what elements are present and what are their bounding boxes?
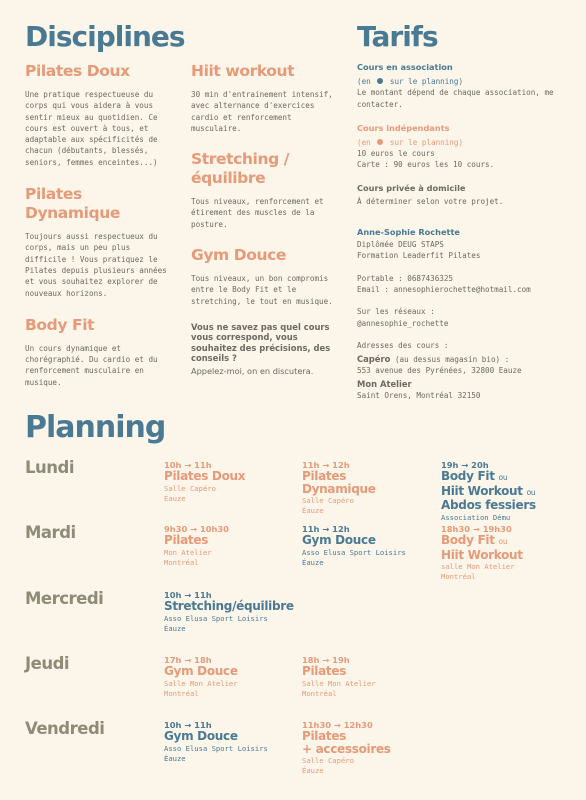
class-city: Éauze xyxy=(302,766,324,775)
discipline-text: Tous niveaux, un bon compromis entre le Body Fit et le stretching, le tout en musique. xyxy=(191,274,333,306)
class-time: 11h → 12h xyxy=(302,524,350,534)
atelier-address: Saint Orens, Montréal 32150 xyxy=(357,391,481,401)
class-name-extra: + accessoires xyxy=(302,741,391,756)
class-mardi-3 xyxy=(441,524,571,582)
class-name-part: Body Fit xyxy=(441,469,495,483)
class-time: 18h → 19h xyxy=(302,655,350,665)
address-capero xyxy=(357,354,572,365)
tarif-title: Cours en association xyxy=(357,62,453,72)
tarif-line: 10 euros le cours xyxy=(357,149,435,159)
advice-cta: Appelez-moi, on en discutera. xyxy=(191,365,314,376)
class-location: Salle Capéro xyxy=(164,483,216,493)
contact-email[interactable]: Email : annesophierochette@hotmail.com xyxy=(357,284,531,294)
discipline-text: Une pratique respectueuse du corps qui vous aidera à vous sentir mieux au quotidien. Ce cours est ouvert à tous, et adaptable aux spécificités de chacun (débutants, blessés, seniors, femmes enceintes...) xyxy=(25,90,158,167)
class-lundi-1 xyxy=(164,460,294,504)
disciplines-heading: Disciplines xyxy=(25,20,185,53)
class-location: Association Dému xyxy=(441,512,511,522)
capero-name: Capéro xyxy=(357,354,391,365)
class-name: Pilates xyxy=(164,533,209,547)
tarif-association xyxy=(357,62,572,110)
class-time: 11h → 12h xyxy=(302,460,350,470)
class-city: Éauze xyxy=(302,506,324,515)
disciplines-column-middle xyxy=(191,62,339,377)
class-location: Salle Mon Atelier xyxy=(164,678,238,688)
class-location: Salle Capéro xyxy=(302,756,354,765)
atelier-name: Mon Atelier xyxy=(357,378,412,389)
discipline-title: Gym Douce xyxy=(191,246,287,265)
contact-instagram[interactable]: @annesophie_rochette xyxy=(357,318,449,328)
class-location: salle Mon Atelier xyxy=(441,562,515,571)
discipline-title: Pilates Doux xyxy=(25,62,130,80)
capero-address: 553 avenue des Pyrénées, 32800 Eauze xyxy=(357,366,522,376)
class-name: Abdos fessiers xyxy=(441,498,536,512)
discipline-stretching xyxy=(191,150,339,230)
class-location: Asso Elusa Sport Loisirs xyxy=(164,613,268,623)
address-atelier xyxy=(357,379,572,390)
class-location: Mon Atelier xyxy=(164,547,212,557)
disciplines-column-left xyxy=(25,62,175,388)
class-name: Pilates Dynamique xyxy=(302,469,376,496)
class-city: Montréal xyxy=(441,572,476,581)
class-name: Pilates xyxy=(302,729,347,743)
class-lundi-2 xyxy=(302,460,432,516)
class-name xyxy=(441,534,571,549)
discipline-hiit-workout xyxy=(191,62,339,134)
addresses-label: Adresses des cours : xyxy=(357,340,449,350)
class-location: Salle Mon Atelier xyxy=(302,678,376,688)
class-vendredi-2 xyxy=(302,720,432,776)
contact-social-label: Sur les réseaux : xyxy=(357,307,435,317)
day-lundi: Lundi xyxy=(25,458,74,477)
class-name: Hiit Workout xyxy=(441,547,523,562)
tarifs-column xyxy=(357,62,572,401)
discipline-title: Hiit workout xyxy=(191,62,295,80)
tarifs-heading: Tarifs xyxy=(357,20,438,53)
class-name: Gym Douce xyxy=(164,729,238,743)
discipline-text: Un cours dynamique et chorégraphié. Du cardio et du renforcement musculaire en musique. xyxy=(25,343,158,387)
tarif-line: Carte : 90 euros les 10 cours. xyxy=(357,160,495,170)
class-time: 10h → 11h xyxy=(164,460,212,470)
class-location: Asso Elusa Sport Loisirs xyxy=(302,547,406,557)
class-lundi-3 xyxy=(441,460,571,523)
or-label: ou xyxy=(526,487,536,497)
class-mardi-1 xyxy=(164,524,294,568)
discipline-text: 30 min d'entrainement intensif, avec alternance d'exercices cardio et renforcement musculaire. xyxy=(191,90,333,133)
class-time: 18h30 → 19h30 xyxy=(441,524,512,534)
tarif-marker: (en sur le planning) xyxy=(357,137,464,147)
class-name: Gym Douce xyxy=(302,533,376,547)
class-time: 10h → 11h xyxy=(164,590,212,600)
tarif-independants xyxy=(357,123,572,171)
class-name xyxy=(441,485,571,500)
or-label: ou xyxy=(498,473,508,482)
class-name: Pilates xyxy=(302,664,347,678)
class-city: Montréal xyxy=(302,688,337,698)
class-location: Asso Elusa Sport Loisirs xyxy=(164,743,268,753)
contact-diploma: Diplômée DEUG STAPS xyxy=(357,240,444,250)
class-time: 10h → 11h xyxy=(164,720,212,730)
contact-phone: Portable : 0687436325 xyxy=(357,273,454,283)
contact-name: Anne-Sophie Rochette xyxy=(357,227,460,238)
capero-note: (au dessus magasin bio) : xyxy=(394,355,510,365)
class-jeudi-2 xyxy=(302,655,432,699)
day-mardi: Mardi xyxy=(25,523,76,542)
day-mercredi: Mercredi xyxy=(25,589,104,608)
class-time: 9h30 → 10h30 xyxy=(164,524,229,534)
tarif-title: Cours privée à domicile xyxy=(357,182,466,193)
discipline-pilates-doux xyxy=(25,62,175,168)
day-jeudi: Jeudi xyxy=(25,654,70,673)
class-mardi-2 xyxy=(302,524,432,568)
class-location: Salle Capéro xyxy=(302,496,354,505)
planning-heading: Planning xyxy=(25,410,166,445)
discipline-title: Stretching /équilibre xyxy=(191,150,290,188)
discipline-pilates-dynamique xyxy=(25,185,175,299)
advice-question: Vous ne savez pas quel cours vous correspond, vous souhaitez des précisions, des conseils ? xyxy=(191,321,331,364)
contact-block xyxy=(357,227,572,401)
discipline-text: Toujours aussi respectueux du corps, mais un peu plus difficile ! Vous pratiquez le Pilates depuis plusieurs années et vous souhaitez explorer de nouveaux horizons. xyxy=(25,232,167,298)
day-vendredi: Vendredi xyxy=(25,719,105,738)
contact-formation: Formation Leaderfit Pilates xyxy=(357,251,481,261)
class-jeudi-1 xyxy=(164,655,294,699)
class-city: Éauze xyxy=(164,493,186,503)
discipline-title: Body Fit xyxy=(25,315,95,334)
discipline-body-fit xyxy=(25,316,175,388)
class-name-part: Hiit Workout xyxy=(441,483,523,498)
class-time: 11h30 → 12h30 xyxy=(302,720,373,730)
class-name: Pilates Doux xyxy=(164,469,246,483)
discipline-gym-douce xyxy=(191,246,339,307)
class-name-part: Body Fit xyxy=(441,533,495,547)
class-vendredi-1 xyxy=(164,720,294,764)
class-name: Stretching/équilibre xyxy=(164,599,294,613)
discipline-title: Pilates Dynamique xyxy=(25,185,120,223)
blue-dot-icon xyxy=(377,78,383,84)
tarif-title: Cours indépendants xyxy=(357,122,450,133)
orange-dot-icon xyxy=(377,139,383,145)
class-time: 17h → 18h xyxy=(164,655,212,665)
class-city: Montréal xyxy=(164,688,199,698)
tarif-text: À déterminer selon votre projet. xyxy=(357,196,504,206)
or-label: ou xyxy=(498,537,508,546)
tarif-prive xyxy=(357,183,572,207)
tarif-marker: (en sur le planning) xyxy=(357,77,464,86)
tarif-text: Le montant dépend de chaque association, me contacter. xyxy=(357,88,554,109)
class-mercredi-1 xyxy=(164,590,304,634)
class-city: Montréal xyxy=(164,557,199,567)
class-name: Gym Douce xyxy=(164,664,238,678)
class-city: Éauze xyxy=(164,623,186,633)
class-time: 19h → 20h xyxy=(441,460,489,470)
class-city: Éauze xyxy=(302,557,324,567)
class-name xyxy=(441,470,571,485)
discipline-text: Tous niveaux, renforcement et étirement des muscles de la posture. xyxy=(191,197,324,229)
class-city: Éauze xyxy=(164,753,186,763)
